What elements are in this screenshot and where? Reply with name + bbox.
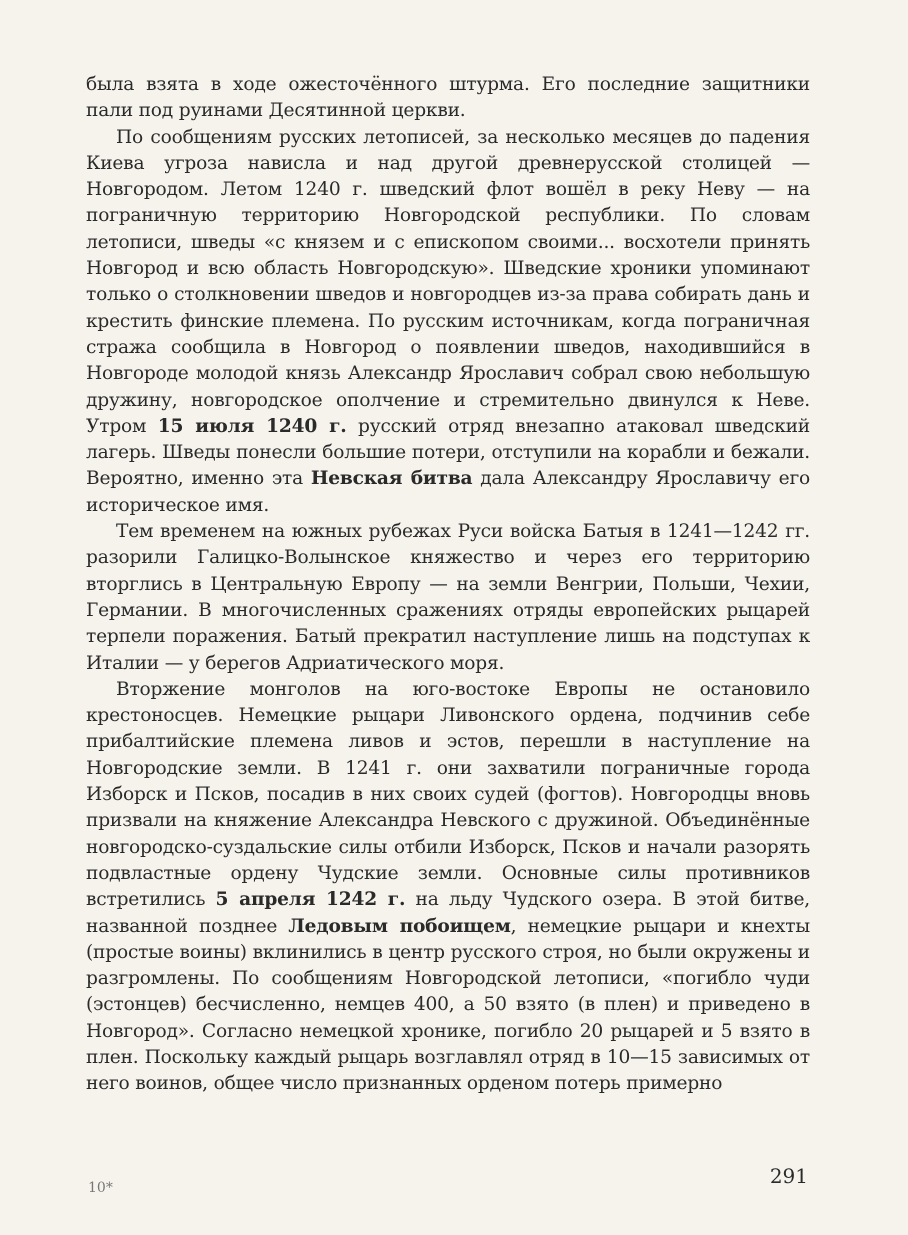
text-run: на льду Чудского озера. В этой битве, названной позднее <box>86 889 810 937</box>
body-text <box>86 72 810 1098</box>
text-run: дала Александру Ярославичу его историческое имя. <box>86 468 810 516</box>
text-run: Вторжение монголов на юго-востоке Европы не остановило крестоносцев. Немецкие рыцари Ливонского ордена, подчинив себе прибалтийские племена ливов и эстов, перешли в наступление на Новгородские земли. В 1241 г. они захватили пограничные города Изборск и Псков, посадив в них своих судей (фогтов). Новгородцы вновь призвали на княжение Александра Невского с дружиной. Объединённые новгородско-суздальские силы отбили Изборск, Псков и начали разорять подвластные ордену Чудские земли. Основные силы противников встретились <box>86 678 810 911</box>
paragraph <box>86 125 810 519</box>
bold-term: 5 апреля 1242 г. <box>215 889 406 911</box>
bold-term: Невская битва <box>310 468 473 490</box>
paragraph <box>86 72 810 125</box>
paragraph <box>86 677 810 1098</box>
paragraph <box>86 519 810 677</box>
text-run: была взята в ходе ожесточённого штурма. Его последние защитники пали под руинами Десятинной церкви. <box>86 74 810 122</box>
bold-term: Ледовым побоищем <box>288 915 511 937</box>
printer-signature-mark: 10* <box>88 1180 113 1196</box>
text-run: Тем временем на южных рубежах Руси войска Батыя в 1241—1242 гг. разорили Галицко-Волынское княжество и через его территорию вторглись в Центральную Европу — на земли Венгрии, Польши, Чехии, Германии. В многочисленных сражениях отряды европейских рыцарей терпели поражения. Батый прекратил наступление лишь на подступах к Италии — у берегов Адриатического моря. <box>86 521 810 674</box>
bold-term: 15 июля 1240 г. <box>157 415 347 437</box>
text-run: русский отряд внезапно атаковал шведский лагерь. Шведы понесли большие потери, отступили на корабли и бежали. Вероятно, именно эта <box>86 415 810 490</box>
text-run: , немецкие рыцари и кнехты (простые воины) вклинились в центр русского строя, но были окружены и разгромлены. По сообщениям Новгородской летописи, «погибло чуди (эстонцев) бесчисленно, немцев 400, а 50 взято (в плен) и приведено в Новгород». Согласно немецкой хронике, погибло 20 рыцарей и 5 взято в плен. Поскольку каждый рыцарь возглавлял отряд в 10—15 зависимых от него воинов, общее число признанных орденом потерь примерно <box>86 915 810 1095</box>
page-number: 291 <box>769 1164 808 1188</box>
text-run: По сообщениям русских летописей, за несколько месяцев до падения Киева угроза нависла и над другой древнерусской столицей — Новгородом. Летом 1240 г. шведский флот вошёл в реку Неву — на пограничную территорию Новгородской республики. По словам летописи, шведы «с князем и с епископом своими... восхотели принять Новгород и всю область Новгородскую». Шведские хроники упоминают только о столкновении шведов и новгородцев из-за права собирать дань и крестить финские племена. По русским источникам, когда пограничная стража сообщила в Новгород о появлении шведов, находившийся в Новгороде молодой князь Александр Ярославич собрал свою небольшую дружину, новгородское ополчение и стремительно двинулся к Неве. Утром <box>86 126 810 437</box>
